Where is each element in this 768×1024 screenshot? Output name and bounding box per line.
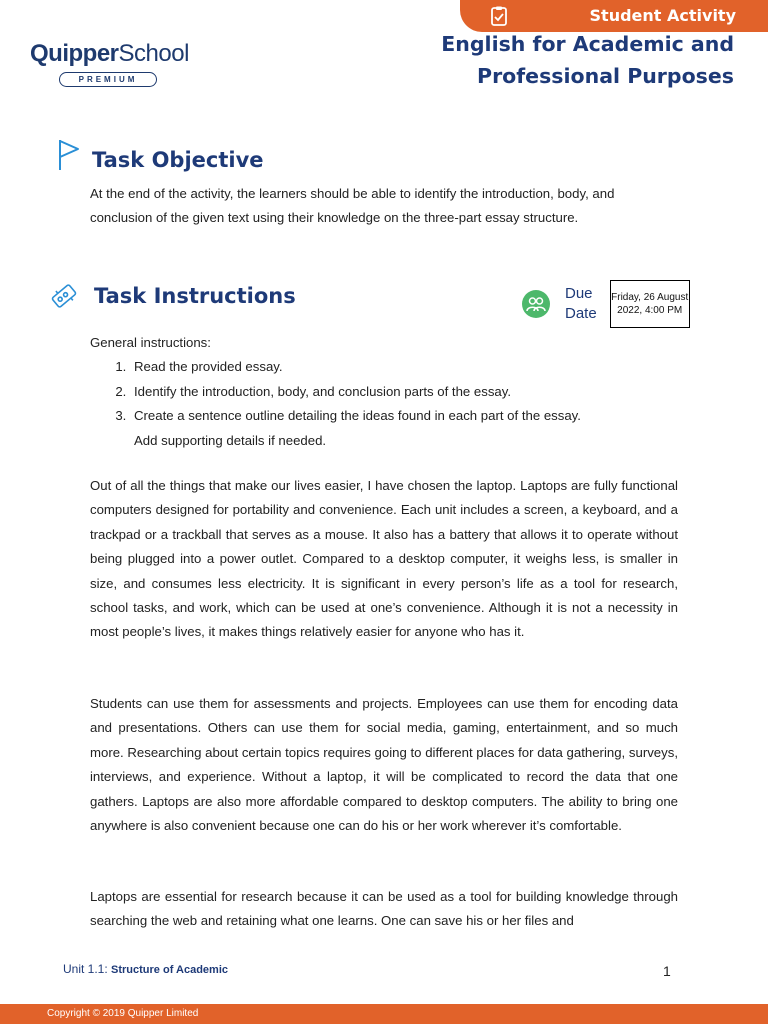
- due-value-box: [610, 280, 690, 328]
- footer-unit: Unit 1.1: Structure of Academic: [63, 962, 228, 976]
- people-icon: [522, 290, 550, 318]
- due-value-line1: Friday, 26 August: [611, 292, 689, 303]
- instructions-heading: [48, 280, 296, 312]
- puzzle-icon: [48, 280, 80, 312]
- instructions-title: Task Instructions: [94, 284, 296, 308]
- essay-paragraph-1: Out of all the things that make our lives easier, I have chosen the laptop. Laptops are fully functional computers designed for portability and convenience. Each unit includes a screen, a keyboard, and a trackpad or a trackball that serves as a mouse. It also has a battery that allows it to operate without being plugged into a power outlet. Compared to a desktop computer, it weighs less, is smaller in size, and consumes less electricity. It is significant in every person’s life as a tool for research, school tasks, and work, which can be used at one’s convenience. Although it is not a necessity in most people’s lives, it makes things relatively easier for anyone who has it.: [90, 478, 678, 640]
- objective-heading: [58, 138, 264, 172]
- objective-title: Task Objective: [92, 148, 264, 172]
- page-number: 1: [663, 963, 671, 979]
- course-title: English for Academic and Professional Purposes: [441, 32, 734, 88]
- general-instructions-label: General instructions:: [90, 335, 211, 350]
- objective-text: At the end of the activity, the learners should be able to identify the introduction, body, and conclusion of the given text using their knowledge on the three-part essay structure.: [90, 186, 615, 226]
- logo-wordmark: QuipperSchool: [30, 40, 189, 67]
- list-item: 2. Identify the introduction, body, and conclusion parts of the essay.: [130, 380, 690, 404]
- due-value-line2: 2022, 4:00 PM: [617, 305, 683, 316]
- essay-paragraph-3: Laptops are essential for research because it can be used as a tool for building knowledge through searching the web and retaining what one learns. One can save his or her files and: [90, 889, 678, 929]
- instruction-list: [90, 355, 690, 453]
- tab-label: Student Activity: [589, 6, 736, 25]
- general-instructions: [90, 331, 690, 453]
- due-date: [522, 280, 690, 328]
- essay-paragraph-2: Students can use them for assessments and projects. Employees can use them for encoding data and presentations. Others can use them for social media, gaming, entertainment, and so much more. Researching about certain topics requires going to different places for data gathering, surveys, interviews, and experience. Without a laptop, it will be complicated to record the data that one gathers. Laptops are also more affordable compared to desktop computers. The ability to bring one anywhere is also convenient because one can do his or her work wherever it’s comfortable.: [90, 696, 678, 834]
- logo-badge: PREMIUM: [59, 72, 157, 87]
- copyright-bar: [0, 1004, 768, 1024]
- clipboard-check-icon: [488, 5, 510, 27]
- list-item: 3. Create a sentence outline detailing the ideas found in each part of the essay. Add supporting details if needed.: [130, 404, 690, 453]
- flag-icon: [58, 139, 80, 171]
- quipper-school-logo: [30, 40, 189, 87]
- due-label: Due Date: [565, 285, 597, 322]
- copyright-text: Copyright © 2019 Quipper Limited: [47, 1008, 199, 1019]
- list-item: 1. Read the provided essay.: [130, 355, 690, 379]
